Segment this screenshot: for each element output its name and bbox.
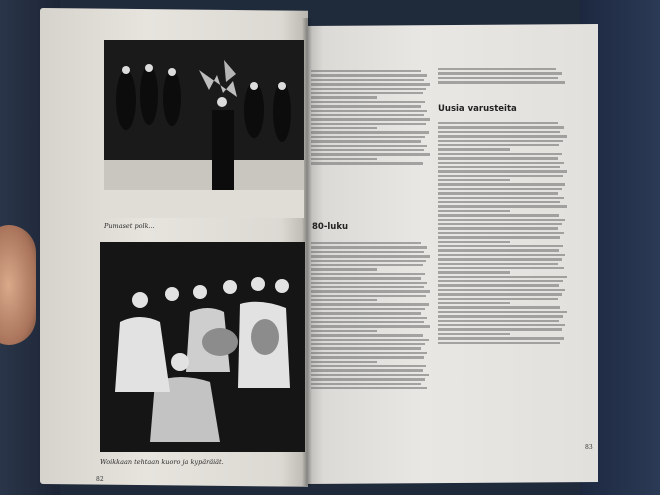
text-line [311,255,430,257]
text-line [438,223,562,225]
text-line [311,92,423,94]
text-line [438,140,563,142]
text-line [438,153,562,155]
text-line [438,293,562,295]
text-line [311,286,424,288]
text-line [311,136,425,138]
text-line [438,77,558,79]
text-line [311,361,377,363]
text-line [311,246,427,248]
text-line [438,162,564,164]
text-line [438,324,565,326]
text-line [311,334,423,336]
text-line [438,227,558,229]
text-line [438,197,564,199]
text-line [311,273,425,275]
text-line [438,245,563,247]
text-line [311,352,427,354]
text-line [311,303,429,305]
text-line [438,188,562,190]
text-line [438,276,567,278]
text-line [311,149,424,151]
text-line [311,110,427,112]
text-line [311,268,377,270]
text-line [438,249,559,251]
text-line [311,153,430,155]
photo-band-members [100,242,305,452]
text-line [311,325,430,327]
page-number-left: 82 [96,476,104,483]
text-line [438,131,560,133]
text-line [311,96,377,98]
text-line [311,74,427,76]
text-line [311,339,429,341]
text-line [438,337,564,339]
text-line [438,271,510,273]
text-line [311,387,427,389]
text-line [311,158,377,160]
text-line [311,378,425,380]
text-line [438,232,564,234]
text-line [311,374,429,376]
text-line [311,118,430,120]
text-line [311,295,426,297]
text-line [311,140,421,142]
text-line [311,131,429,133]
text-line [311,251,424,253]
text-column-right-top [438,66,566,96]
open-book [40,8,600,488]
text-line [438,267,564,269]
text-line [438,302,510,304]
text-line [311,290,430,292]
text-line [438,241,510,243]
text-line [311,343,425,345]
thumb [0,225,36,345]
text-line [438,148,510,150]
text-line [438,166,560,168]
text-line [311,83,430,85]
text-line [438,219,565,221]
text-line [438,214,559,216]
text-line [311,260,426,262]
text-line [438,201,560,203]
text-line [438,183,565,185]
text-line [438,263,558,265]
text-line [311,127,377,129]
text-line [438,144,559,146]
text-column-left-top [311,68,431,208]
text-line [438,157,558,159]
text-line [311,145,427,147]
text-line [438,289,565,291]
text-line [311,383,421,385]
text-line [438,284,559,286]
text-line [311,282,427,284]
text-line [311,369,423,371]
page-number-right: 83 [585,444,593,451]
text-line [311,321,424,323]
text-line [438,179,510,181]
text-line [311,242,421,244]
text-line [438,333,510,335]
text-line [311,347,421,349]
text-line [438,205,567,207]
text-line [311,308,425,310]
section-heading-80-luku: 80-luku [312,222,349,232]
text-line [438,68,556,70]
text-column-right-bottom [438,120,568,442]
text-line [438,298,558,300]
text-line [438,135,567,137]
text-line [438,311,567,313]
text-line [438,192,558,194]
text-line [438,258,562,260]
section-heading-uusia-varusteita: Uusia varusteita [438,104,517,114]
text-line [311,356,424,358]
text-line [311,88,426,90]
text-line [311,299,377,301]
text-line [438,280,563,282]
text-line [438,122,558,124]
text-line [438,175,563,177]
text-line [438,328,562,330]
text-line [438,210,510,212]
text-line [438,170,567,172]
text-line [311,70,421,72]
text-line [311,101,425,103]
text-line [311,264,423,266]
text-line [311,312,421,314]
text-line [311,277,421,279]
photo-stage-performance [104,40,304,218]
text-line [311,105,421,107]
text-line [311,114,424,116]
text-line [438,254,565,256]
text-line [438,342,560,344]
text-line [311,365,426,367]
text-line [311,123,426,125]
text-line [438,236,560,238]
text-line [438,315,563,317]
text-line [438,306,560,308]
text-line [311,330,377,332]
text-line [438,81,565,83]
text-line [311,79,424,81]
text-line [311,317,427,319]
text-column-left-bottom [311,240,431,458]
text-line [438,126,564,128]
photo-caption-bottom: Woikkaan tehtaan kuoro ja kypäräiät. [100,458,224,466]
text-line [438,72,562,74]
text-line [438,320,559,322]
photo-caption-top: Pumaset polk... [104,222,155,230]
text-line [311,162,423,164]
